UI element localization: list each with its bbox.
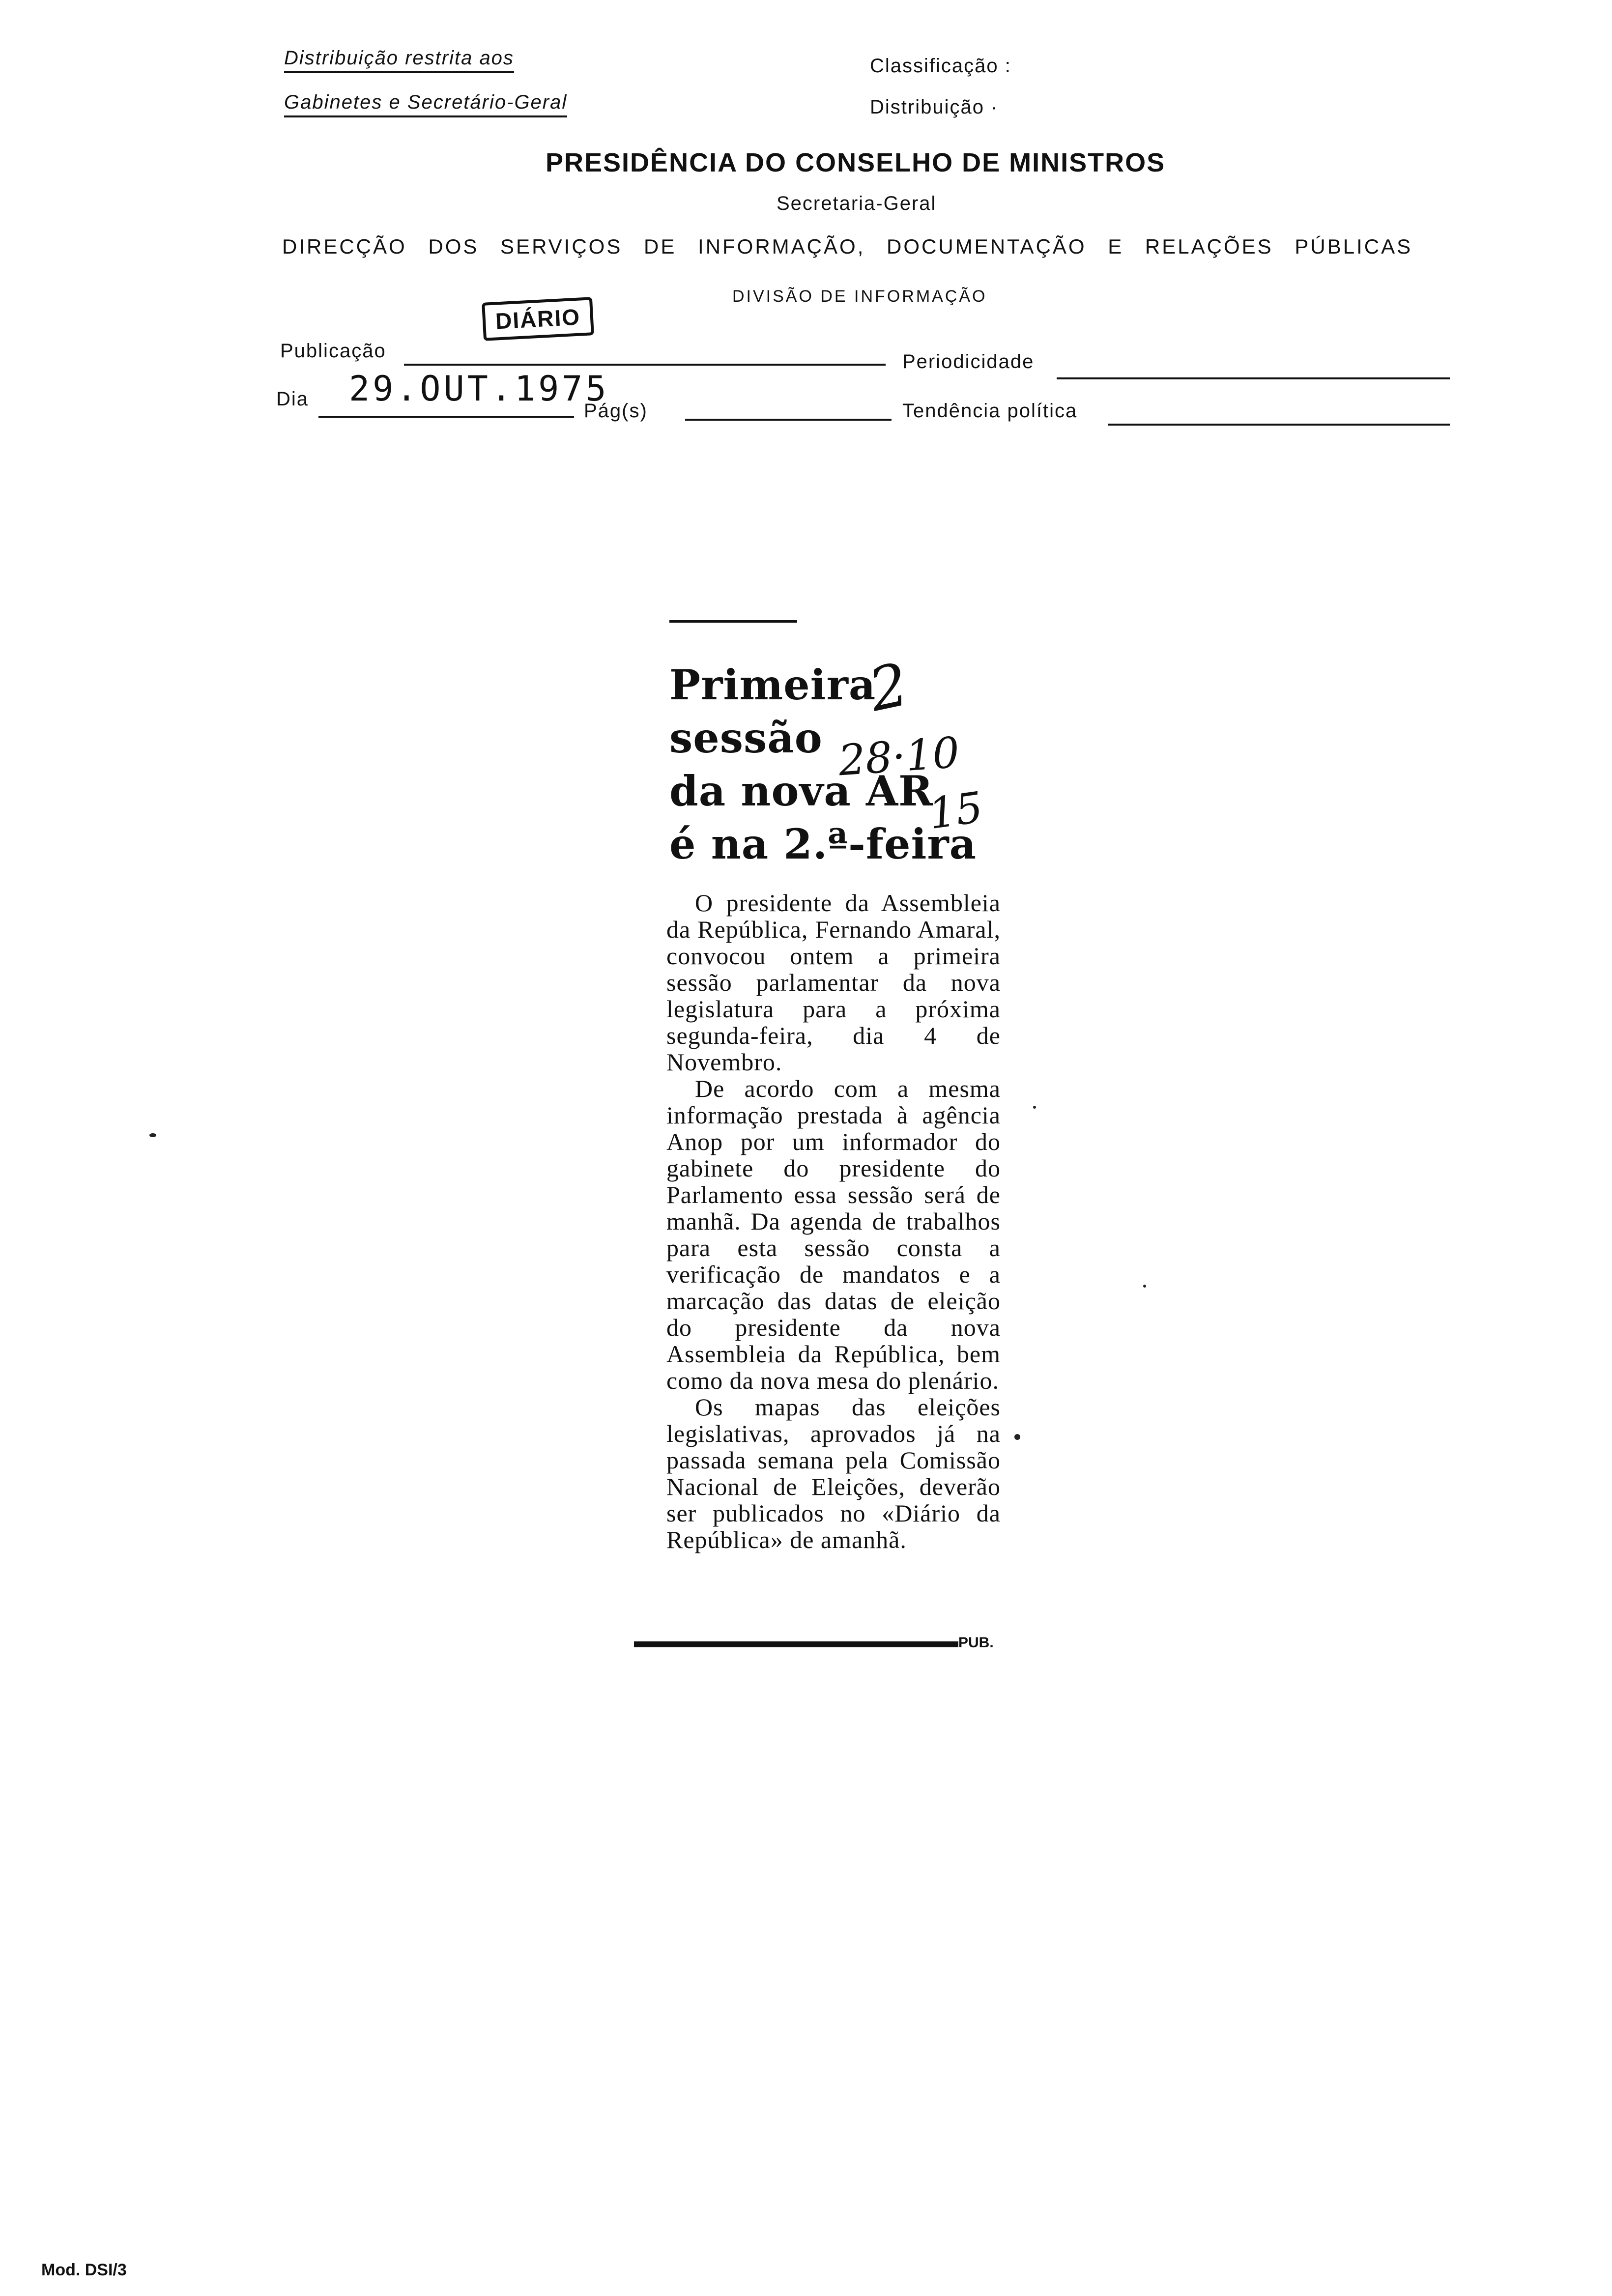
headline-line: da nova AR	[669, 767, 933, 815]
publication-field-line	[404, 364, 886, 366]
political-tendency-label: Tendência política	[902, 400, 1078, 422]
distribution-label: Distribuição ·	[870, 96, 999, 118]
article-paragraph: O presidente da Assembleia da República, Fernando Amaral, convocou ontem a primeira sessão parlamentar da nova legislatura para a próxima segunda-feira, dia 4 de Novembro.	[666, 889, 1001, 1076]
publication-stamp: DIÁRIO	[482, 297, 594, 341]
scan-speck	[1143, 1285, 1146, 1288]
day-date-stamp: 29.OUT.1975	[349, 369, 609, 409]
periodicity-field-line	[1057, 377, 1450, 379]
distribution-note-line1: Distribuição restrita aos	[284, 47, 514, 73]
article-paragraph: De acordo com a mesma informação prestada à agência Anop por um informador do gabinete do presidente do Parlamento essa sessão será de manhã. Da agenda de trabalhos para esta sessão consta a verificação de mandatos e a marcação das datas de eleição do presidente da nova Assembleia da República, bem como da nova mesa do plenário.	[666, 1075, 1001, 1394]
day-field-line	[318, 416, 574, 418]
clipping-bottom-rule	[634, 1641, 958, 1647]
periodicity-label: Periodicidade	[902, 351, 1035, 373]
headline-line: Primeira	[669, 660, 876, 709]
pub-mark: PUB.	[958, 1635, 994, 1651]
classification-label: Classificação :	[870, 55, 1011, 77]
headline-line: sessão	[669, 714, 823, 762]
scan-speck	[1033, 1106, 1036, 1109]
pages-field-line	[685, 419, 892, 421]
secretariat-label: Secretaria-Geral	[777, 193, 937, 214]
pages-label: Pág(s)	[584, 400, 648, 422]
model-code: Mod. DSI/3	[41, 2261, 127, 2279]
ministry-title: PRESIDÊNCIA DO CONSELHO DE MINISTROS	[546, 148, 1166, 177]
handwritten-number: 2	[863, 650, 914, 725]
scan-speck	[1014, 1434, 1020, 1440]
publication-label: Publicação	[280, 340, 386, 362]
directorate-label: DIRECÇÃO DOS SERVIÇOS DE INFORMAÇÃO, DOCUMENTAÇÃO E RELAÇÕES PÚBLICAS	[282, 235, 1413, 258]
scan-speck	[149, 1133, 156, 1137]
clipping-top-rule	[669, 620, 797, 623]
handwritten-mark: 15	[925, 782, 986, 839]
handwritten-date: 28·10	[836, 728, 961, 786]
division-label: DIVISÃO DE INFORMAÇÃO	[732, 287, 987, 306]
clipping-body	[666, 890, 1001, 1553]
distribution-note-line2: Gabinetes e Secretário-Geral	[284, 91, 567, 117]
headline-line: é na 2.ª-feira	[669, 820, 977, 868]
political-tendency-field-line	[1108, 424, 1450, 426]
article-paragraph: Os mapas das eleições legislativas, aprovados já na passada semana pela Comissão Nacional de Eleições, deverão ser publicados no «Diário da República» de amanhã.	[666, 1393, 1001, 1553]
day-label: Dia	[276, 388, 309, 410]
